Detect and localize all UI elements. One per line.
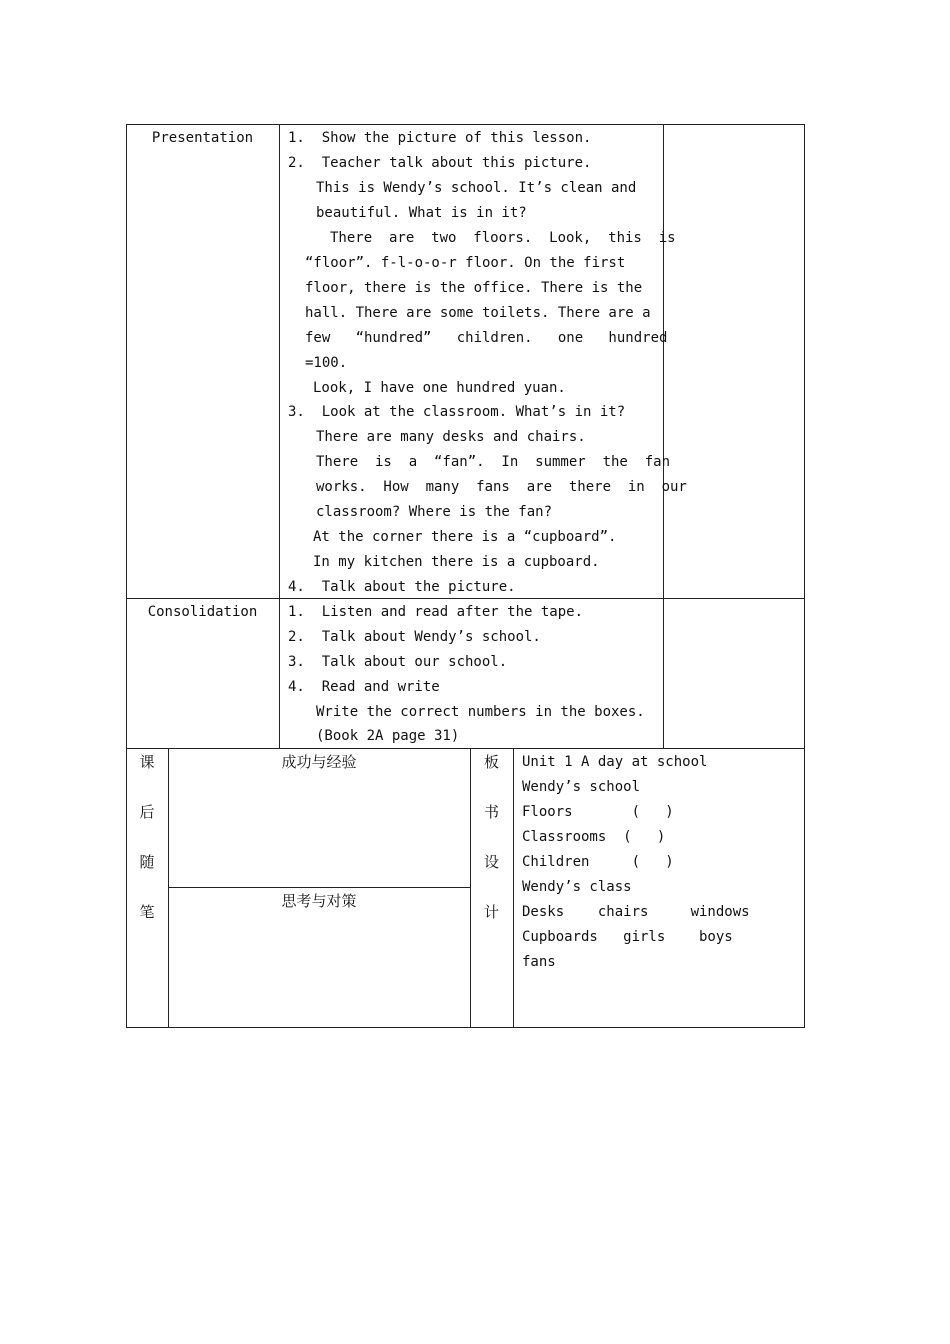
board-label-char: 计	[483, 903, 499, 921]
presentation-line: There is a “fan”. In summer the fan	[316, 454, 671, 470]
success-experience-heading: 成功与经验	[281, 753, 357, 771]
presentation-line: 4. Talk about the picture.	[288, 579, 516, 595]
lower-table-border	[126, 748, 805, 1028]
board-line: Unit 1 A day at school	[522, 754, 708, 770]
presentation-line: 3. Look at the classroom. What’s in it?	[288, 404, 626, 420]
presentation-label: Presentation	[151, 130, 254, 146]
consolidation-line: 4. Read and write	[288, 679, 440, 695]
consolidation-line: (Book 2A page 31)	[316, 728, 460, 744]
board-line: fans	[522, 954, 556, 970]
presentation-line: beautiful. What is in it?	[316, 205, 527, 221]
board-label-char: 设	[483, 853, 499, 871]
board-line: Wendy’s class	[522, 879, 632, 895]
board-line: Wendy’s school	[522, 779, 641, 795]
presentation-line: floor, there is the office. There is the	[305, 280, 643, 296]
row-divider	[126, 598, 805, 599]
column-divider	[279, 124, 280, 749]
column-divider	[663, 124, 664, 749]
presentation-line: “floor”. f-l-o-o-r floor. On the first	[305, 255, 626, 271]
presentation-line: This is Wendy’s school. It’s clean and	[316, 180, 637, 196]
presentation-line: few “hundred” children. one hundred	[305, 330, 668, 346]
column-divider	[513, 748, 514, 1028]
presentation-line: 1. Show the picture of this lesson.	[288, 130, 592, 146]
notes-label-char: 随	[139, 853, 155, 871]
presentation-line: In my kitchen there is a cupboard.	[313, 554, 600, 570]
consolidation-line: 2. Talk about Wendy’s school.	[288, 629, 541, 645]
presentation-line: classroom? Where is the fan?	[316, 504, 553, 520]
notes-label-char: 笔	[139, 903, 155, 921]
board-line: Floors ( )	[522, 804, 674, 820]
notes-label-char: 后	[139, 803, 155, 821]
board-line: Children ( )	[522, 854, 674, 870]
presentation-line: There are many desks and chairs.	[316, 429, 586, 445]
presentation-line: At the corner there is a “cupboard”.	[313, 529, 617, 545]
presentation-line: =100.	[305, 355, 348, 371]
presentation-line: 2. Teacher talk about this picture.	[288, 155, 592, 171]
consolidation-line: 1. Listen and read after the tape.	[288, 604, 584, 620]
presentation-line: Look, I have one hundred yuan.	[313, 380, 566, 396]
consolidation-line: 3. Talk about our school.	[288, 654, 508, 670]
board-label-char: 板	[483, 753, 499, 771]
column-divider	[470, 748, 471, 1028]
presentation-line: works. How many fans are there in our	[316, 479, 687, 495]
reflection-heading: 思考与对策	[281, 892, 357, 910]
presentation-line: hall. There are some toilets. There are a	[305, 305, 651, 321]
consolidation-label: Consolidation	[147, 604, 258, 620]
board-label-char: 书	[483, 803, 499, 821]
row-divider	[168, 887, 470, 888]
board-line: Classrooms ( )	[522, 829, 666, 845]
notes-label-char: 课	[139, 753, 155, 771]
presentation-line: There are two floors. Look, this is	[330, 230, 676, 246]
board-line: Cupboards girls boys	[522, 929, 733, 945]
board-line: Desks chairs windows	[522, 904, 750, 920]
consolidation-line: Write the correct numbers in the boxes.	[316, 704, 645, 720]
column-divider	[168, 748, 169, 1028]
